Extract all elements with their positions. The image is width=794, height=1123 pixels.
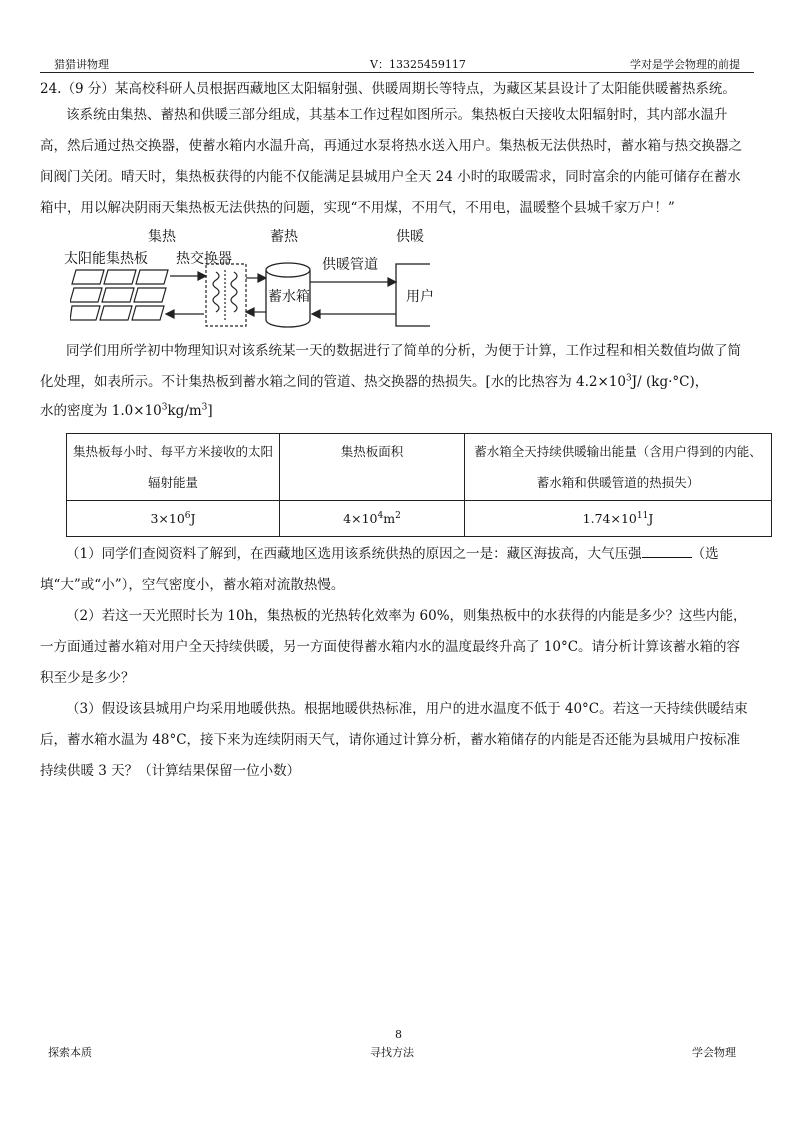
exponent: 3 [626,373,632,384]
question-1-text: （1）同学们查阅资料了解到，在西藏地区选用该系统供热的原因之一是：藏区海拔高，大气压强 [66,546,642,562]
system-diagram-drawing [70,226,430,336]
page-number: 8 [395,1028,402,1041]
question-1-tail: （选填“大”或“小”），空气密度小，蓄水箱对流散热慢。 [40,546,719,593]
question-intro: 24.（9 分）某高校科研人员根据西藏地区太阳辐射强、供暖周期长等特点，为藏区某县设计了太阳能供暖蓄热系统。 [40,81,736,97]
table-row [67,501,772,537]
density-unit-exponent: 3 [201,402,208,413]
header-divider [40,72,754,73]
footer-center-text: 寻找方法 [370,1046,414,1059]
label-tank: 蓄水箱 [268,289,310,305]
analysis-paragraph [40,336,752,398]
value-unit-exponent: 2 [395,510,401,521]
label-user: 用户 [406,289,434,305]
footer-right-text: 学会物理 [692,1046,736,1059]
label-collect: 集热 [148,229,176,245]
table-header-cell: 集热板面积 [280,434,465,501]
label-heat: 供暖 [396,229,424,245]
label-panel: 太阳能集热板 [64,251,148,267]
label-store: 蓄热 [270,229,298,245]
density-text: 水的密度为 1.0×10 [40,403,162,419]
question-1 [40,539,752,601]
table-cell [465,501,772,537]
label-pipe: 供暖管道 [322,257,378,273]
density-close: ] [207,403,213,419]
page-header [40,56,754,72]
analysis-unit: J/ (kg·°C)， [631,374,709,390]
answer-blank[interactable] [642,543,692,558]
value-unit: J [190,511,196,526]
value-base: 1.74×10 [582,511,637,526]
table-header-cell: 蓄水箱全天持续供暖输出能量（含用户得到的内能、蓄水箱和供暖管道的热损失） [465,434,772,501]
density-exponent: 3 [161,402,168,413]
label-exchanger: 热交换器 [176,251,232,267]
header-left-text: 猎猎讲物理 [54,58,109,71]
table-cell [67,501,280,537]
header-contact: V：13325459117 [370,58,466,71]
value-unit: m [383,511,396,526]
system-diagram [64,226,434,336]
value-exponent: 11 [636,510,649,521]
table-cell [280,501,465,537]
footer-left-text: 探索本质 [48,1046,92,1059]
question-2: （2）若这一天光照时长为 10h，集热板的光热转化效率为 60%，则集热板中的水获得的内能是多少？这些内能，一方面通过蓄水箱对用户全天持续供暖，另一方面使得蓄水箱内水的温度最终升高了 10°C。请分析计算该蓄水箱的容积至少是多少？ [40,608,747,686]
value-exponent: 4 [377,510,384,521]
table-header-cell: 集热板每小时、每平方米接收的太阳辐射能量 [67,434,280,501]
question-body: 该系统由集热、蓄热和供暖三部分组成，其基本工作过程如图所示。集热板白天接收太阳辐射时，其内部水温升高，然后通过热交换器，使蓄水箱内水温升高，再通过水泵将热水送入用户。集热板无法供热时，蓄水箱与热交换器之间阀门关闭。晴天时，集热板获得的内能不仅能满足县城用户全天 24 小时的取暖需求，同时富余的内能可储存在蓄水箱中，用以解决阴雨天集热板无法供热的问题，实现“不用煤，不用气，不用电，温暖整个县城千家万户！” [40,107,742,216]
data-table [66,433,772,537]
value-base: 4×10 [343,511,378,526]
value-unit: J [648,511,654,526]
analysis-text: 同学们用所学初中物理知识对该系统某一天的数据进行了简单的分析，为便于计算，工作过程和相关数值均做了简化处理，如表所示。不计集热板到蓄水箱之间的管道、热交换器的热损失。[水的比热容为 4.2×10 [40,343,741,390]
question-3: （3）假设该县城用户均采用地暖供热。根据地暖供热标准，用户的进水温度不低于 40°C。若这一天持续供暖结束后，蓄水箱水温为 48°C，接下来为连续阴雨天气，请你通过计算分析，蓄水箱储存的内能是否还能为县城用户按标准持续供暖 3 天？（计算结果保留一位小数） [40,701,748,779]
value-exponent: 6 [184,510,191,521]
density-line [40,396,752,427]
value-base: 3×10 [150,511,185,526]
table-header-row [67,434,772,501]
density-unit: kg/m [167,403,202,419]
question-content [40,76,762,787]
header-right-text: 学对是学会物理的前提 [630,58,740,71]
